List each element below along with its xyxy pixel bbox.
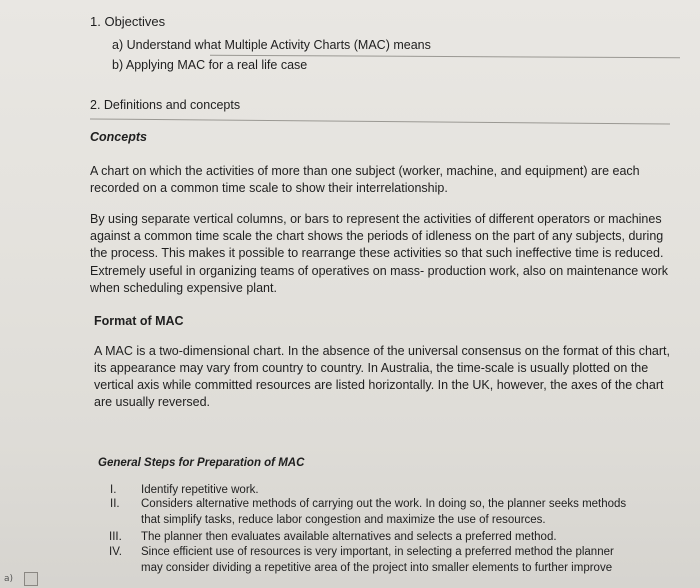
- concepts-label: Concepts: [90, 130, 147, 144]
- objective-b: b) Applying MAC for a real life case: [112, 58, 308, 72]
- paragraph-line: against a common time scale the chart shows the periods of idleness on the part of any subjects, during: [90, 229, 664, 243]
- definitions-heading: 2. Definitions and concepts: [90, 98, 241, 112]
- step-text: may consider dividing a repetitive area of the project into smaller elements to further improve: [141, 562, 613, 574]
- step-text: Identify repetitive work.: [141, 484, 259, 496]
- page-corner-icon: [24, 572, 38, 586]
- paragraph-line: Extremely useful in organizing teams of operatives on mass- production work, also on maintenance work: [90, 264, 669, 278]
- paragraph-line: A chart on which the activities of more than one subject (worker, machine, and equipment) are each: [90, 164, 640, 178]
- paragraph-line: A MAC is a two-dimensional chart. In the absence of the universal consensus on the format of this chart,: [94, 344, 670, 358]
- step-text: Considers alternative methods of carrying out the work. In doing so, the planner seeks methods: [141, 498, 627, 510]
- objectives-heading: 1. Objectives: [90, 14, 166, 29]
- step-number: II.: [110, 498, 120, 510]
- paragraph-line: recorded on a common time scale to show their interrelationship.: [90, 181, 448, 195]
- step-text: Since efficient use of resources is very important, in selecting a preferred method the planner: [141, 546, 614, 558]
- paragraph-line: when scheduling expensive plant.: [90, 281, 277, 295]
- paragraph-line: are usually reversed.: [94, 395, 211, 409]
- paragraph-line: its appearance may vary from country to country. In Australia, the time-scale is usually plotted on the: [94, 361, 649, 375]
- paragraph-line: vertical axis while committed resources are listed horizontally. In the UK, however, the axes of the chart: [94, 378, 664, 392]
- step-number: IV.: [109, 546, 123, 558]
- paragraph-line: By using separate vertical columns, or bars to represent the activities of different operators or machines: [90, 212, 662, 226]
- margin-mark: a): [4, 574, 14, 584]
- step-text: that simplify tasks, reduce labor congestion and maximize the use of resources.: [141, 514, 546, 526]
- step-number: I.: [110, 484, 117, 496]
- objective-a: a) Understand what Multiple Activity Charts (MAC) means: [112, 38, 431, 52]
- paragraph-line: the process. This makes it possible to rearrange these activities so that such ineffective time is reduced.: [90, 246, 664, 260]
- divider-line: [90, 118, 670, 124]
- steps-heading: General Steps for Preparation of MAC: [98, 457, 305, 469]
- format-heading: Format of MAC: [94, 314, 184, 328]
- step-number: III.: [109, 531, 122, 543]
- step-text: The planner then evaluates available alternatives and selects a preferred method.: [141, 531, 557, 543]
